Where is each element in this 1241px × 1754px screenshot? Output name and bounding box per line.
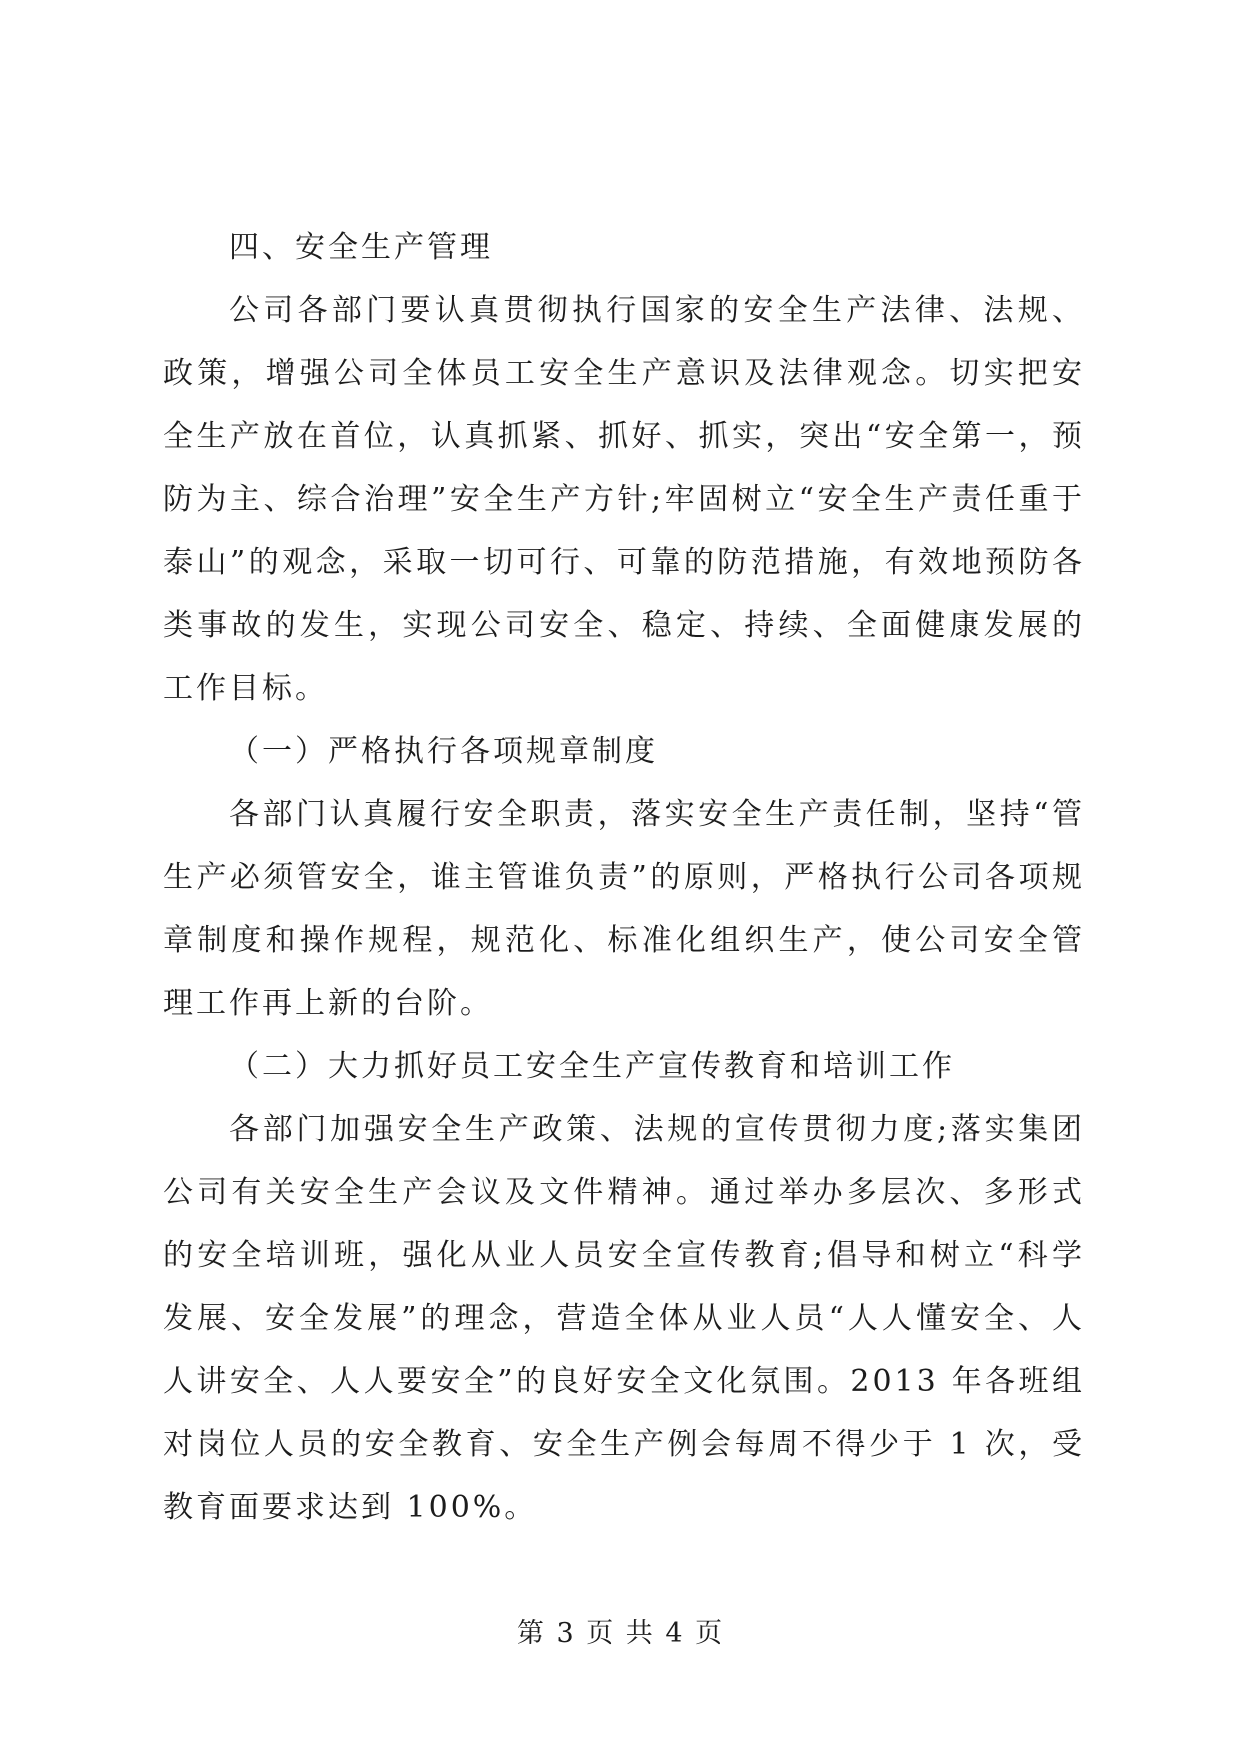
page-number-footer: 第 3 页 共 4 页 (516, 1618, 725, 1649)
section-heading-4: 四、安全生产管理 (229, 230, 493, 265)
document-body (163, 216, 1085, 1539)
paragraph-safety-overview: 公司各部门要认真贯彻执行国家的安全生产法律、法规、政策，增强公司全体员工安全生产意识及法律观念。切实把安全生产放在首位，认真抓紧、抓好、抓实，突出“安全第一，预防为主、综合治理”安全生产方针;牢固树立“安全生产责任重于泰山”的观念，采取一切可行、可靠的防范措施，有效地预防各类事故的发生，实现公司安全、稳定、持续、全面健康发展的工作目标。 (163, 293, 1085, 706)
subheading-2-training: （二）大力抓好员工安全生产宣传教育和培训工作 (229, 1049, 955, 1084)
paragraph-rules-detail: 各部门认真履行安全职责，落实安全生产责任制，坚持“管生产必须管安全，谁主管谁负责”的原则，严格执行公司各项规章制度和操作规程，规范化、标准化组织生产，使公司安全管理工作再上新的台阶。 (163, 797, 1085, 1021)
paragraph-training-detail: 各部门加强安全生产政策、法规的宣传贯彻力度;落实集团公司有关安全生产会议及文件精神。通过举办多层次、多形式的安全培训班，强化从业人员安全宣传教育;倡导和树立“科学发展、安全发展”的理念，营造全体从业人员“人人懂安全、人人讲安全、人人要安全”的良好安全文化氛围。2013 年各班组对岗位人员的安全教育、安全生产例会每周不得少于 1 次，受教育面要求达到 100%。 (163, 1112, 1085, 1525)
subheading-1-rules: （一）严格执行各项规章制度 (229, 734, 658, 769)
